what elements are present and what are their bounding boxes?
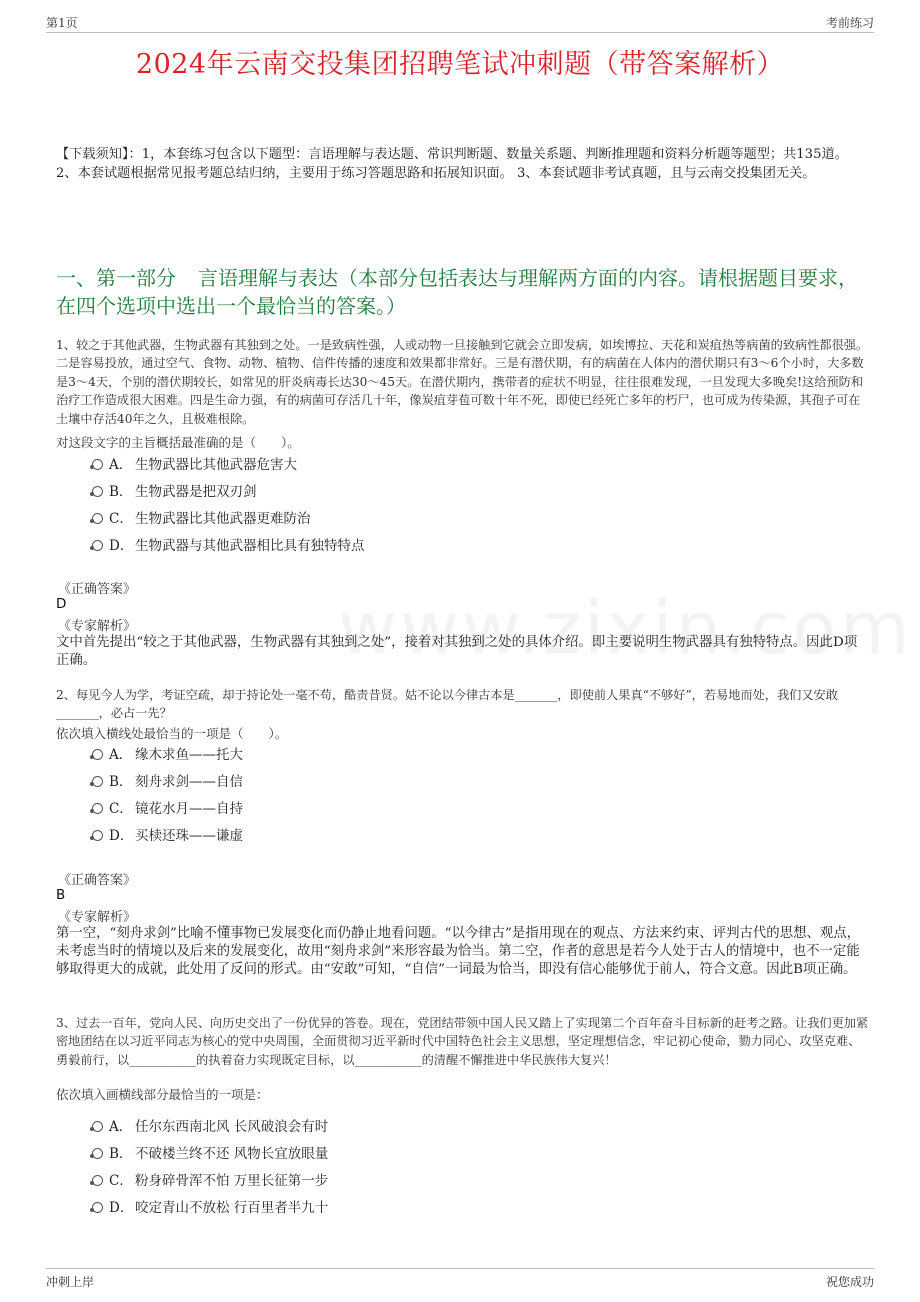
question-2-stem: 2、每见今人为学，考证空疏，却于持论处一毫不苟，酷责昔贤。姑不论以今律古本是_______，即使前人果真“不够好”，若易地而处，我们又安敢_______，必占一先？ [56, 688, 838, 721]
section-heading [56, 264, 868, 320]
question-3-prompt: 依次填入画横线部分最恰当的一项是： [56, 1087, 269, 1102]
section-number: 一、第一部分 [56, 266, 176, 290]
question-1-analysis: 文中首先提出“较之于其他武器，生物武器有其独到之处”，接着对其独到之处的具体介绍。即主要说明生物武器具有独特特点。因此D项正确。 [56, 635, 858, 668]
question-1-option-c[interactable]: C． 生物武器比其他武器更难防治 [92, 510, 311, 528]
question-3-option-d[interactable]: D． 咬定青山不放松 行百里者半九十 [92, 1199, 328, 1217]
question-1-prompt: 对这段文字的主旨概括最准确的是（ ）。 [56, 435, 300, 450]
header-label: 考前练习 [825, 16, 874, 30]
radio-icon[interactable] [92, 540, 103, 551]
question-1-analysis-label: 《专家解析》 [58, 619, 137, 634]
footer-left: 冲刺上岸 [46, 1275, 95, 1289]
radio-icon[interactable] [92, 749, 103, 760]
footer-right: 祝您成功 [825, 1275, 874, 1289]
question-2-option-c[interactable]: C． 镜花水月——自持 [92, 800, 243, 818]
section-text: 言语理解与表达（本部分包括表达与理解两方面的内容。请根据题目要求，在四个选项中选出一个最恰当的答案。） [56, 266, 858, 318]
radio-icon[interactable] [92, 830, 103, 841]
page-number: 第1页 [46, 16, 78, 30]
radio-icon[interactable] [92, 1148, 103, 1159]
question-3-option-a[interactable]: A． 任尔东西南北风 长风破浪会有时 [92, 1118, 328, 1136]
question-3-option-b[interactable]: B． 不破楼兰终不还 风物长宜放眼量 [92, 1145, 328, 1163]
radio-icon[interactable] [92, 459, 103, 470]
radio-icon[interactable] [92, 803, 103, 814]
question-2-analysis: 第一空，“刻舟求剑”比喻不懂事物已发展变化而仍静止地看问题。“以今律古”是指用现在的观点、方法来约束、评判古代的思想、观点，未考虑当时的情境以及后来的发展变化，故用“刻舟求剑”来形容最为恰当。第二空，作者的意思是若今人处于古人的情境中，也不一定能够取得更大的成就，此处用了反问的形式。由“安敢”可知，“自信”一词最为恰当，即没有信心能够优于前人，符合文意。因此B项正确。 [56, 926, 861, 977]
question-1-option-d[interactable]: D． 生物武器与其他武器相比具有独特特点 [92, 537, 365, 555]
question-1-option-a[interactable]: A． 生物武器比其他武器危害大 [92, 456, 297, 474]
question-2-option-b[interactable]: B． 刻舟求剑——自信 [92, 773, 243, 791]
download-notice: 【下载须知】：1，本套练习包含以下题型：言语理解与表达题、常识判断题、数量关系题、判断推理题和资料分析题等题型；共135道。 2、本套试题根据常见报考题总结归纳，主要用于练习答题思路和拓展知识面。 3、本套试题非考试真题，且与云南交投集团无关。 [56, 147, 848, 181]
radio-icon[interactable] [92, 776, 103, 787]
question-2-option-a[interactable]: A． 缘木求鱼——托大 [92, 746, 243, 764]
radio-icon[interactable] [92, 1175, 103, 1186]
radio-icon[interactable] [92, 1121, 103, 1132]
page-header [46, 12, 874, 33]
question-2-prompt: 依次填入横线处最恰当的一项是（ ）。 [56, 726, 288, 741]
document-title: 2024年云南交投集团招聘笔试冲刺题（带答案解析） [135, 49, 785, 80]
question-1-answer: D [56, 596, 67, 612]
question-1-stem: 1、较之于其他武器，生物武器有其独到之处。一是致病性强，人或动物一旦接触到它就会立即发病，如埃博拉、天花和炭疽热等病菌的致病性都很强。二是容易投放，通过空气、食物、动物、植物、信件传播的速度和效果都非常好。三是有潜伏期，有的病菌在人体内的潜伏期只有3～6个小时，大多数是3～4天，个别的潜伏期较长，如常见的肝炎病毒长达30～45天。在潜伏期内，携带者的症状不明显，往往很难发现，一旦发现大多晚矣!这给预防和治疗工作造成很大困难。四是生命力强，有的病菌可存活几十年，像炭疽芽苞可数十年不死，即使已经死亡多年的朽尸，也可成为传染源，其孢子可在土壤中存活40年之久，且极难根除。 [56, 338, 869, 426]
question-2-answer: B [56, 887, 66, 903]
question-2-analysis-label: 《专家解析》 [58, 910, 137, 925]
radio-icon[interactable] [92, 486, 103, 497]
question-1-option-b[interactable]: B． 生物武器是把双刃剑 [92, 483, 257, 501]
radio-icon[interactable] [92, 513, 103, 524]
question-2-answer-label: 《正确答案》 [58, 873, 137, 888]
question-3-option-c[interactable]: C． 粉身碎骨浑不怕 万里长征第一步 [92, 1172, 328, 1190]
radio-icon[interactable] [92, 1202, 103, 1213]
page-footer [46, 1268, 874, 1291]
question-2-option-d[interactable]: D． 买椟还珠——谦虚 [92, 827, 243, 845]
question-1-answer-label: 《正确答案》 [58, 582, 137, 597]
question-3-stem: 3、过去一百年，党向人民、向历史交出了一份优异的答卷。现在，党团结带领中国人民又踏上了实现第二个百年奋斗目标新的赶考之路。让我们更加紧密地团结在以习近平同志为核心的党中央周围，全面贯彻习近平新时代中国特色社会主义思想，坚定理想信念，牢记初心使命，勠力同心、攻坚克难、勇毅前行，以___________的执着奋力实现既定目标，以___________的清醒不懈推进中华民族伟大复兴！ [56, 1016, 869, 1067]
